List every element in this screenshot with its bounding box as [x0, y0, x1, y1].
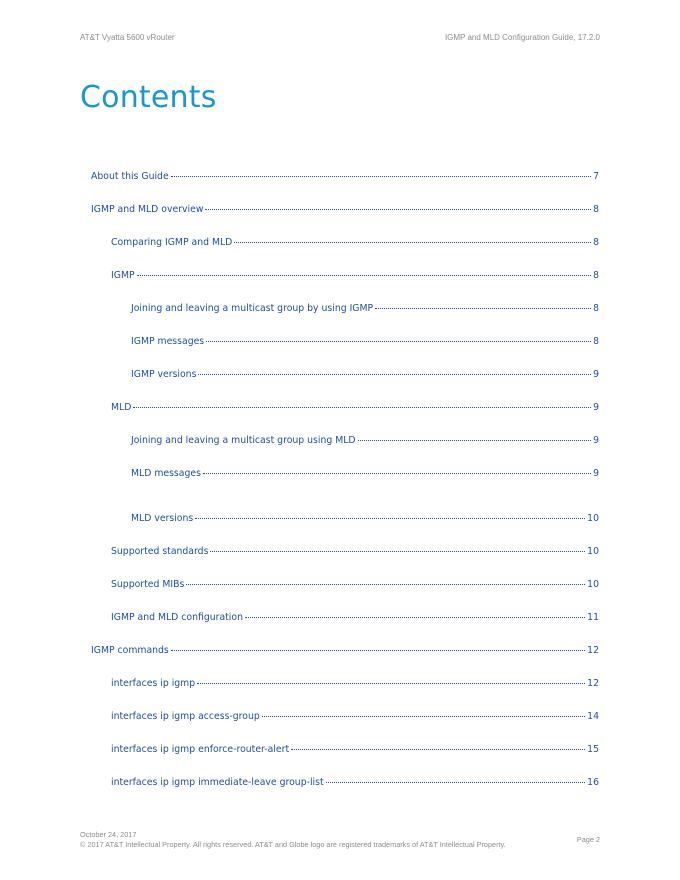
toc-entry[interactable] — [111, 578, 599, 592]
toc-entry[interactable] — [131, 302, 599, 316]
toc-entry-label: IGMP and MLD configuration — [111, 612, 243, 623]
toc-dot-leader — [133, 407, 591, 408]
toc-entry-label: MLD — [111, 402, 132, 413]
toc-dot-leader — [210, 551, 585, 552]
toc-dot-leader — [358, 440, 592, 441]
toc-entry-label: MLD messages — [131, 468, 201, 479]
toc-dot-leader — [375, 308, 591, 309]
toc-entry-page-number: 15 — [587, 744, 599, 755]
toc-entry-page-number: 7 — [593, 171, 599, 182]
toc-entry-page-number: 8 — [593, 204, 599, 215]
toc-entry-page-number: 12 — [587, 645, 599, 656]
toc-entry-label: interfaces ip igmp immediate-leave group-list — [111, 777, 324, 788]
toc-dot-leader — [291, 749, 585, 750]
toc-entry[interactable] — [111, 743, 599, 757]
toc-entry-page-number: 14 — [587, 711, 599, 722]
toc-entry-label: Comparing IGMP and MLD — [111, 237, 233, 248]
toc-entry[interactable] — [91, 644, 599, 658]
toc-entry[interactable] — [111, 401, 599, 415]
toc-entry-label: interfaces ip igmp enforce-router-alert — [111, 744, 290, 755]
toc-dot-leader — [262, 716, 585, 717]
toc-entry-page-number: 10 — [587, 546, 599, 557]
toc-entry-page-number: 9 — [593, 468, 599, 479]
toc-entry-page-number: 8 — [593, 237, 599, 248]
toc-entry-page-number: 16 — [587, 777, 599, 788]
toc-entry[interactable] — [111, 677, 599, 691]
toc-entry-label: IGMP commands — [91, 645, 169, 656]
toc-entry-label: MLD versions — [131, 513, 194, 524]
toc-entry-label: About this Guide — [91, 171, 169, 182]
toc-entry[interactable] — [131, 512, 599, 526]
footer-page-number: Page 2 — [576, 835, 600, 844]
toc-entry[interactable] — [131, 335, 599, 349]
page-title: Contents — [80, 80, 217, 115]
toc-dot-leader — [203, 473, 591, 474]
toc-dot-leader — [171, 176, 591, 177]
toc-dot-leader — [198, 374, 591, 375]
toc-entry-page-number: 8 — [593, 270, 599, 281]
toc-entry-page-number: 9 — [593, 435, 599, 446]
toc-entry[interactable] — [111, 776, 599, 790]
toc-entry[interactable] — [131, 368, 599, 382]
toc-dot-leader — [195, 518, 585, 519]
toc-entry[interactable] — [131, 434, 599, 448]
toc-entry-page-number: 9 — [593, 369, 599, 380]
toc-entry[interactable] — [111, 269, 599, 283]
toc-dot-leader — [326, 782, 586, 783]
toc-dot-leader — [206, 341, 591, 342]
toc-entry-page-number: 8 — [593, 336, 599, 347]
toc-dot-leader — [197, 683, 585, 684]
toc-entry-label: Joining and leaving a multicast group using MLD — [131, 435, 356, 446]
footer-copyright: © 2017 AT&T Intellectual Property. All rights reserved. AT&T and Globe logo are registered trademarks of AT&T Intellectual Property. — [80, 840, 506, 849]
toc-entry-label: IGMP and MLD overview — [91, 204, 204, 215]
toc-entry-page-number: 11 — [587, 612, 599, 623]
toc-entry[interactable] — [91, 203, 599, 217]
toc-entry-page-number: 10 — [587, 579, 599, 590]
toc-dot-leader — [234, 242, 591, 243]
toc-dot-leader — [245, 617, 585, 618]
toc-entry-page-number: 10 — [587, 513, 599, 524]
toc-entry[interactable] — [111, 545, 599, 559]
toc-entry-label: interfaces ip igmp — [111, 678, 196, 689]
toc-entry-page-number: 12 — [587, 678, 599, 689]
toc-entry-label: Supported MIBs — [111, 579, 185, 590]
toc-entry-label: Joining and leaving a multicast group by using IGMP — [131, 303, 374, 314]
toc-entry-page-number: 9 — [593, 402, 599, 413]
toc-dot-leader — [137, 275, 592, 276]
toc-entry-label: IGMP messages — [131, 336, 205, 347]
toc-entry-label: Supported standards — [111, 546, 209, 557]
toc-entry-page-number: 8 — [593, 303, 599, 314]
toc-dot-leader — [171, 650, 585, 651]
toc-entry[interactable] — [111, 236, 599, 250]
toc-dot-leader — [205, 209, 591, 210]
toc-dot-leader — [186, 584, 585, 585]
header-guide-title: IGMP and MLD Configuration Guide, 17.2.0 — [444, 33, 600, 42]
toc-entry-label: IGMP — [111, 270, 135, 281]
toc-entry-label: IGMP versions — [131, 369, 197, 380]
toc-entry[interactable] — [91, 170, 599, 184]
header-product: AT&T Vyatta 5600 vRouter — [80, 33, 175, 42]
toc-entry[interactable] — [111, 611, 599, 625]
toc-entry[interactable] — [131, 467, 599, 481]
toc-entry[interactable] — [111, 710, 599, 724]
toc-entry-label: interfaces ip igmp access-group — [111, 711, 260, 722]
footer-date: October 24, 2017 — [80, 830, 137, 839]
